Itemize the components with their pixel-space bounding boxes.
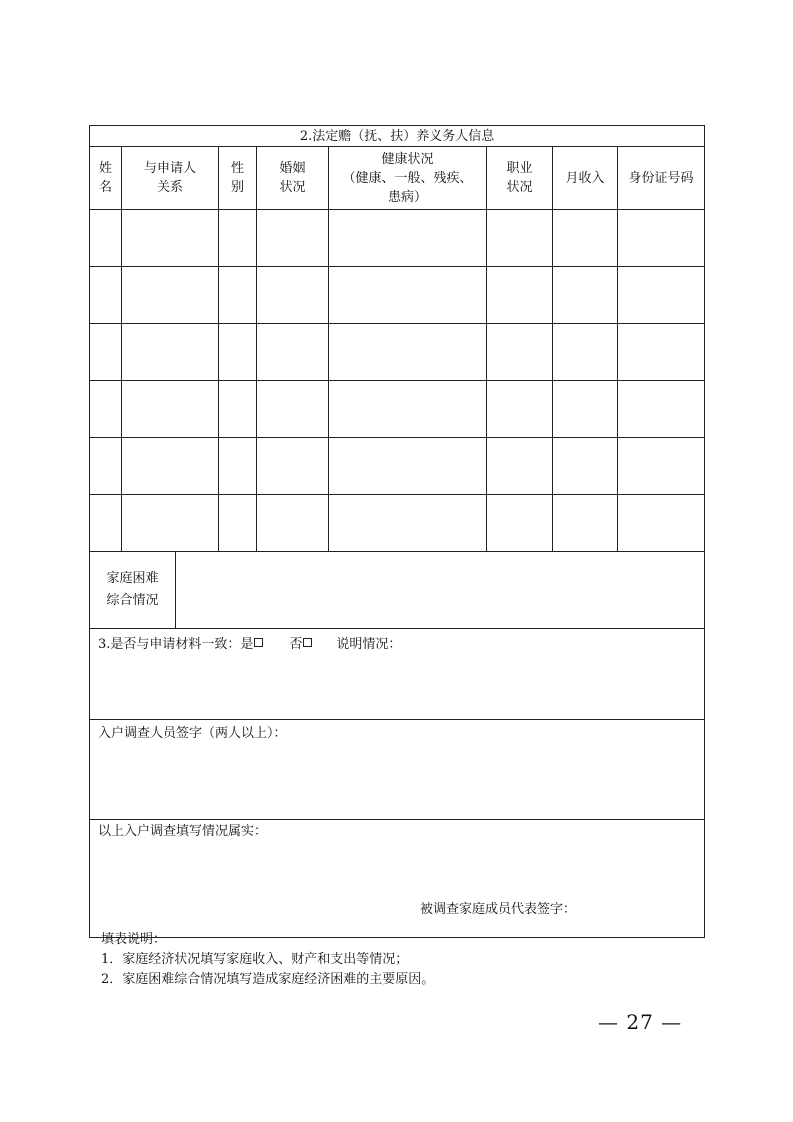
cell[interactable] — [122, 495, 219, 552]
cell[interactable] — [257, 495, 329, 552]
cell[interactable] — [618, 324, 705, 381]
cell[interactable] — [122, 438, 219, 495]
table-row — [90, 210, 705, 267]
cell[interactable] — [329, 267, 487, 324]
table-row — [90, 495, 705, 552]
cell[interactable] — [329, 324, 487, 381]
cell[interactable] — [618, 210, 705, 267]
col-name: 姓 名 — [90, 147, 122, 210]
cell[interactable] — [487, 324, 553, 381]
table-row — [90, 267, 705, 324]
note-item: 1．家庭经济状况填写家庭收入、财产和支出等情况； — [101, 952, 409, 967]
cell[interactable] — [553, 438, 618, 495]
cell[interactable] — [90, 495, 122, 552]
consistency-row — [90, 629, 705, 720]
rep-signature-label: 被调查家庭成员代表签字： — [420, 902, 577, 917]
table-row — [90, 324, 705, 381]
cell[interactable] — [90, 381, 122, 438]
cell[interactable] — [90, 438, 122, 495]
cell[interactable] — [487, 438, 553, 495]
col-health: 健康状况 （健康、一般、残疾、 患病） — [329, 147, 487, 210]
no-checkbox[interactable] — [303, 638, 312, 647]
col-gender: 性 别 — [219, 147, 257, 210]
confirm-row — [90, 820, 705, 938]
cell[interactable] — [219, 381, 257, 438]
cell[interactable] — [122, 267, 219, 324]
cell[interactable] — [122, 210, 219, 267]
consistency-question: 3.是否与申请材料一致：是 否 说明情况： — [90, 629, 705, 720]
cell[interactable] — [122, 381, 219, 438]
confirm-label: 以上入户调查填写情况属实： — [98, 824, 268, 839]
obligor-info-table — [89, 125, 705, 938]
cell[interactable] — [122, 324, 219, 381]
confirm-cell[interactable] — [90, 820, 705, 938]
cell[interactable] — [90, 210, 122, 267]
cell[interactable] — [219, 210, 257, 267]
cell[interactable] — [553, 210, 618, 267]
cell[interactable] — [329, 495, 487, 552]
yes-checkbox[interactable] — [254, 638, 263, 647]
cell[interactable] — [329, 438, 487, 495]
col-job: 职业 状况 — [487, 147, 553, 210]
cell[interactable] — [257, 210, 329, 267]
cell[interactable] — [553, 381, 618, 438]
col-income: 月收入 — [553, 147, 618, 210]
cell[interactable] — [329, 210, 487, 267]
header-row — [90, 147, 705, 210]
surveyor-signature-label[interactable]: 入户调查人员签字（两人以上）： — [90, 720, 705, 820]
cell[interactable] — [553, 495, 618, 552]
cell[interactable] — [90, 324, 122, 381]
col-id: 身份证号码 — [618, 147, 705, 210]
hardship-row — [90, 552, 705, 629]
cell[interactable] — [487, 210, 553, 267]
page-number: — 27 — — [598, 1010, 683, 1034]
cell[interactable] — [219, 495, 257, 552]
cell[interactable] — [257, 438, 329, 495]
cell[interactable] — [487, 495, 553, 552]
cell[interactable] — [329, 381, 487, 438]
cell[interactable] — [553, 324, 618, 381]
table-row — [90, 381, 705, 438]
hardship-label: 家庭困难 综合情况 — [90, 552, 176, 628]
cell[interactable] — [257, 381, 329, 438]
cell[interactable] — [219, 438, 257, 495]
cell[interactable] — [487, 267, 553, 324]
surveyor-signature-row — [90, 720, 705, 820]
cell[interactable] — [219, 324, 257, 381]
cell[interactable] — [90, 267, 122, 324]
cell[interactable] — [487, 381, 553, 438]
col-marital: 婚姻 状况 — [257, 147, 329, 210]
cell[interactable] — [219, 267, 257, 324]
form-notes — [101, 930, 434, 990]
cell[interactable] — [553, 267, 618, 324]
table-row — [90, 438, 705, 495]
cell[interactable] — [618, 495, 705, 552]
hardship-label-cell — [90, 552, 219, 629]
cell[interactable] — [618, 267, 705, 324]
col-relation: 与申请人 关系 — [122, 147, 219, 210]
hardship-value[interactable] — [219, 552, 705, 629]
cell[interactable] — [618, 438, 705, 495]
cell[interactable] — [618, 381, 705, 438]
note-item: 2．家庭困难综合情况填写造成家庭经济困难的主要原因。 — [101, 972, 435, 987]
cell[interactable] — [257, 324, 329, 381]
cell[interactable] — [257, 267, 329, 324]
section2-title: 2.法定赡（抚、扶）养义务人信息 — [90, 126, 705, 147]
notes-title: 填表说明： — [101, 932, 167, 947]
